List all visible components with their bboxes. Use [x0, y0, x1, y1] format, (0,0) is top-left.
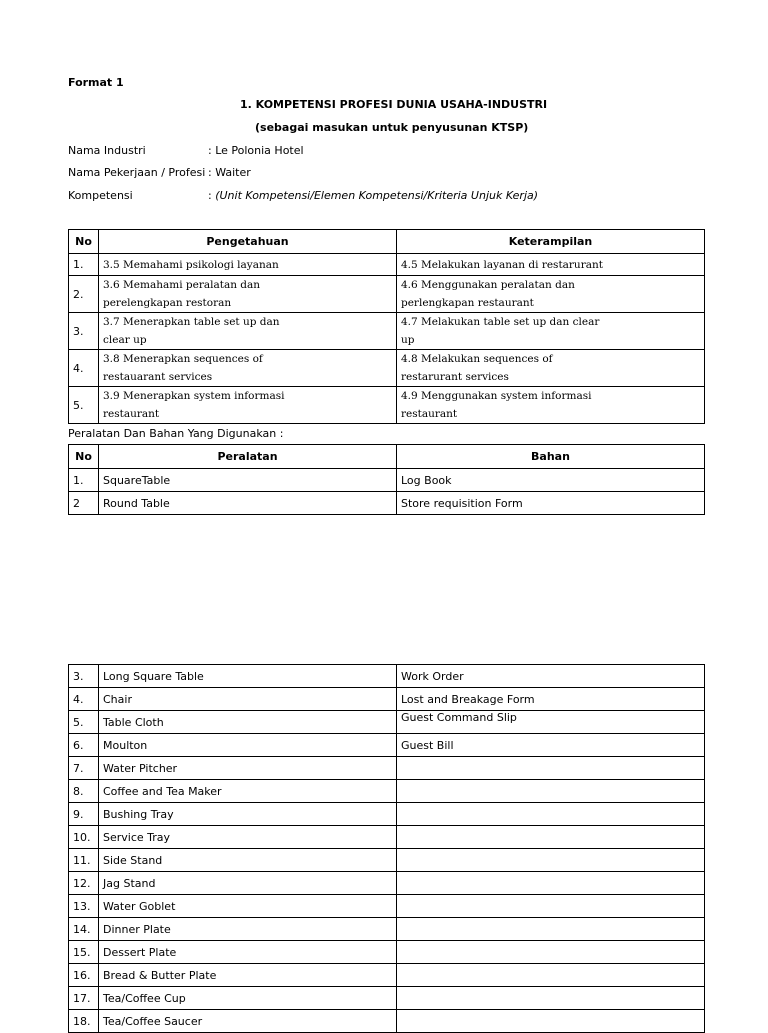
- table-row: [69, 941, 705, 964]
- row-no: 4.: [69, 350, 99, 387]
- row-no: 3.: [69, 665, 99, 688]
- material-cell: Store requisition Form: [397, 492, 705, 515]
- table-row: [69, 492, 705, 515]
- info-value-industry: : Le Polonia Hotel: [208, 144, 304, 157]
- table-row: [69, 1010, 705, 1033]
- material-cell: [397, 987, 705, 1010]
- table-row: [69, 803, 705, 826]
- equipment-cell: Water Goblet: [99, 895, 397, 918]
- material-cell: Lost and Breakage Form: [397, 688, 705, 711]
- material-cell: Log Book: [397, 469, 705, 492]
- row-no: 15.: [69, 941, 99, 964]
- equipment-cell: Table Cloth: [99, 711, 397, 734]
- table-row: [69, 964, 705, 987]
- knowledge-cell: 3.5 Memahami psikologi layanan: [99, 254, 397, 276]
- document-subtitle: (sebagai masukan untuk penyusunan KTSP): [255, 121, 529, 134]
- equipment-table: [68, 444, 705, 515]
- skill-cell: 4.7 Melakukan table set up dan clear up: [397, 313, 705, 350]
- table-row: [69, 711, 705, 734]
- header-skill: Keterampilan: [397, 230, 705, 254]
- header-knowledge: Pengetahuan: [99, 230, 397, 254]
- table-row: [69, 849, 705, 872]
- info-value-profession: : Waiter: [208, 166, 251, 179]
- equipment-cell: Jag Stand: [99, 872, 397, 895]
- skill-cell: 4.5 Melakukan layanan di restarurant: [397, 254, 705, 276]
- row-no: 6.: [69, 734, 99, 757]
- knowledge-cell: 3.6 Memahami peralatan dan perelengkapan restoran: [99, 276, 397, 313]
- equipment-cell: Coffee and Tea Maker: [99, 780, 397, 803]
- material-cell: [397, 757, 705, 780]
- table-header-row: [69, 230, 705, 254]
- row-no: 17.: [69, 987, 99, 1010]
- row-no: 9.: [69, 803, 99, 826]
- info-value-competence: : (Unit Kompetensi/Elemen Kompetensi/Kriteria Unjuk Kerja): [208, 189, 539, 202]
- table-row: [69, 872, 705, 895]
- material-cell: [397, 918, 705, 941]
- row-no: 4.: [69, 688, 99, 711]
- skill-cell: 4.9 Menggunakan system informasi restaurant: [397, 387, 705, 424]
- row-no: 1.: [69, 469, 99, 492]
- equipment-cell: Round Table: [99, 492, 397, 515]
- header-no: No: [69, 230, 99, 254]
- info-label-profession: Nama Pekerjaan / Profesi: [68, 166, 206, 179]
- table-row: [69, 387, 705, 424]
- equipment-cell: Tea/Coffee Saucer: [99, 1010, 397, 1033]
- info-label-industry: Nama Industri: [68, 144, 146, 157]
- material-cell: Guest Bill: [397, 734, 705, 757]
- knowledge-cell: 3.7 Menerapkan table set up dan clear up: [99, 313, 397, 350]
- equipment-cell: Dinner Plate: [99, 918, 397, 941]
- table-row: [69, 469, 705, 492]
- material-cell: [397, 872, 705, 895]
- row-no: 5.: [69, 387, 99, 424]
- equipment-cell: Dessert Plate: [99, 941, 397, 964]
- skill-cell: 4.8 Melakukan sequences of restarurant services: [397, 350, 705, 387]
- row-no: 12.: [69, 872, 99, 895]
- material-cell: [397, 803, 705, 826]
- info-label-competence: Kompetensi: [68, 189, 133, 202]
- table-row: [69, 757, 705, 780]
- table-header-row: [69, 445, 705, 469]
- material-cell: [397, 1010, 705, 1033]
- competence-table: [68, 229, 705, 424]
- material-cell: Work Order: [397, 665, 705, 688]
- format-label: Format 1: [68, 76, 124, 89]
- equipment-cell: Service Tray: [99, 826, 397, 849]
- table-row: [69, 734, 705, 757]
- document-title: 1. KOMPETENSI PROFESI DUNIA USAHA-INDUSTRI: [240, 98, 548, 111]
- row-no: 18.: [69, 1010, 99, 1033]
- header-material: Bahan: [397, 445, 705, 469]
- equipment-cell: Bushing Tray: [99, 803, 397, 826]
- table-row: [69, 780, 705, 803]
- skill-cell: 4.6 Menggunakan peralatan dan perlengkapan restaurant: [397, 276, 705, 313]
- row-no: 5.: [69, 711, 99, 734]
- equipment-cell: Water Pitcher: [99, 757, 397, 780]
- equipment-cell: Tea/Coffee Cup: [99, 987, 397, 1010]
- table-row: [69, 688, 705, 711]
- knowledge-cell: 3.9 Menerapkan system informasi restaurant: [99, 387, 397, 424]
- equipment-cell: Bread & Butter Plate: [99, 964, 397, 987]
- material-cell: [397, 964, 705, 987]
- material-cell: [397, 849, 705, 872]
- row-no: 10.: [69, 826, 99, 849]
- equipment-caption: Peralatan Dan Bahan Yang Digunakan :: [68, 427, 284, 440]
- material-cell: [397, 826, 705, 849]
- table-row: [69, 254, 705, 276]
- row-no: 1.: [69, 254, 99, 276]
- header-no: No: [69, 445, 99, 469]
- table-row: [69, 665, 705, 688]
- table-row: [69, 918, 705, 941]
- row-no: 13.: [69, 895, 99, 918]
- row-no: 16.: [69, 964, 99, 987]
- material-cell: [397, 941, 705, 964]
- table-row: [69, 350, 705, 387]
- equipment-table-continued: [68, 664, 705, 1033]
- row-no: 11.: [69, 849, 99, 872]
- table-row: [69, 895, 705, 918]
- equipment-cell: Side Stand: [99, 849, 397, 872]
- table-row: [69, 826, 705, 849]
- knowledge-cell: 3.8 Menerapkan sequences of restauarant services: [99, 350, 397, 387]
- header-equipment: Peralatan: [99, 445, 397, 469]
- equipment-cell: Chair: [99, 688, 397, 711]
- row-no: 7.: [69, 757, 99, 780]
- row-no: 2.: [69, 276, 99, 313]
- equipment-cell: SquareTable: [99, 469, 397, 492]
- material-cell: Guest Command Slip: [397, 711, 705, 734]
- material-cell: [397, 780, 705, 803]
- row-no: 3.: [69, 313, 99, 350]
- row-no: 14.: [69, 918, 99, 941]
- table-row: [69, 313, 705, 350]
- table-row: [69, 276, 705, 313]
- table-row: [69, 987, 705, 1010]
- equipment-cell: Moulton: [99, 734, 397, 757]
- equipment-cell: Long Square Table: [99, 665, 397, 688]
- material-cell: [397, 895, 705, 918]
- row-no: 2: [69, 492, 99, 515]
- row-no: 8.: [69, 780, 99, 803]
